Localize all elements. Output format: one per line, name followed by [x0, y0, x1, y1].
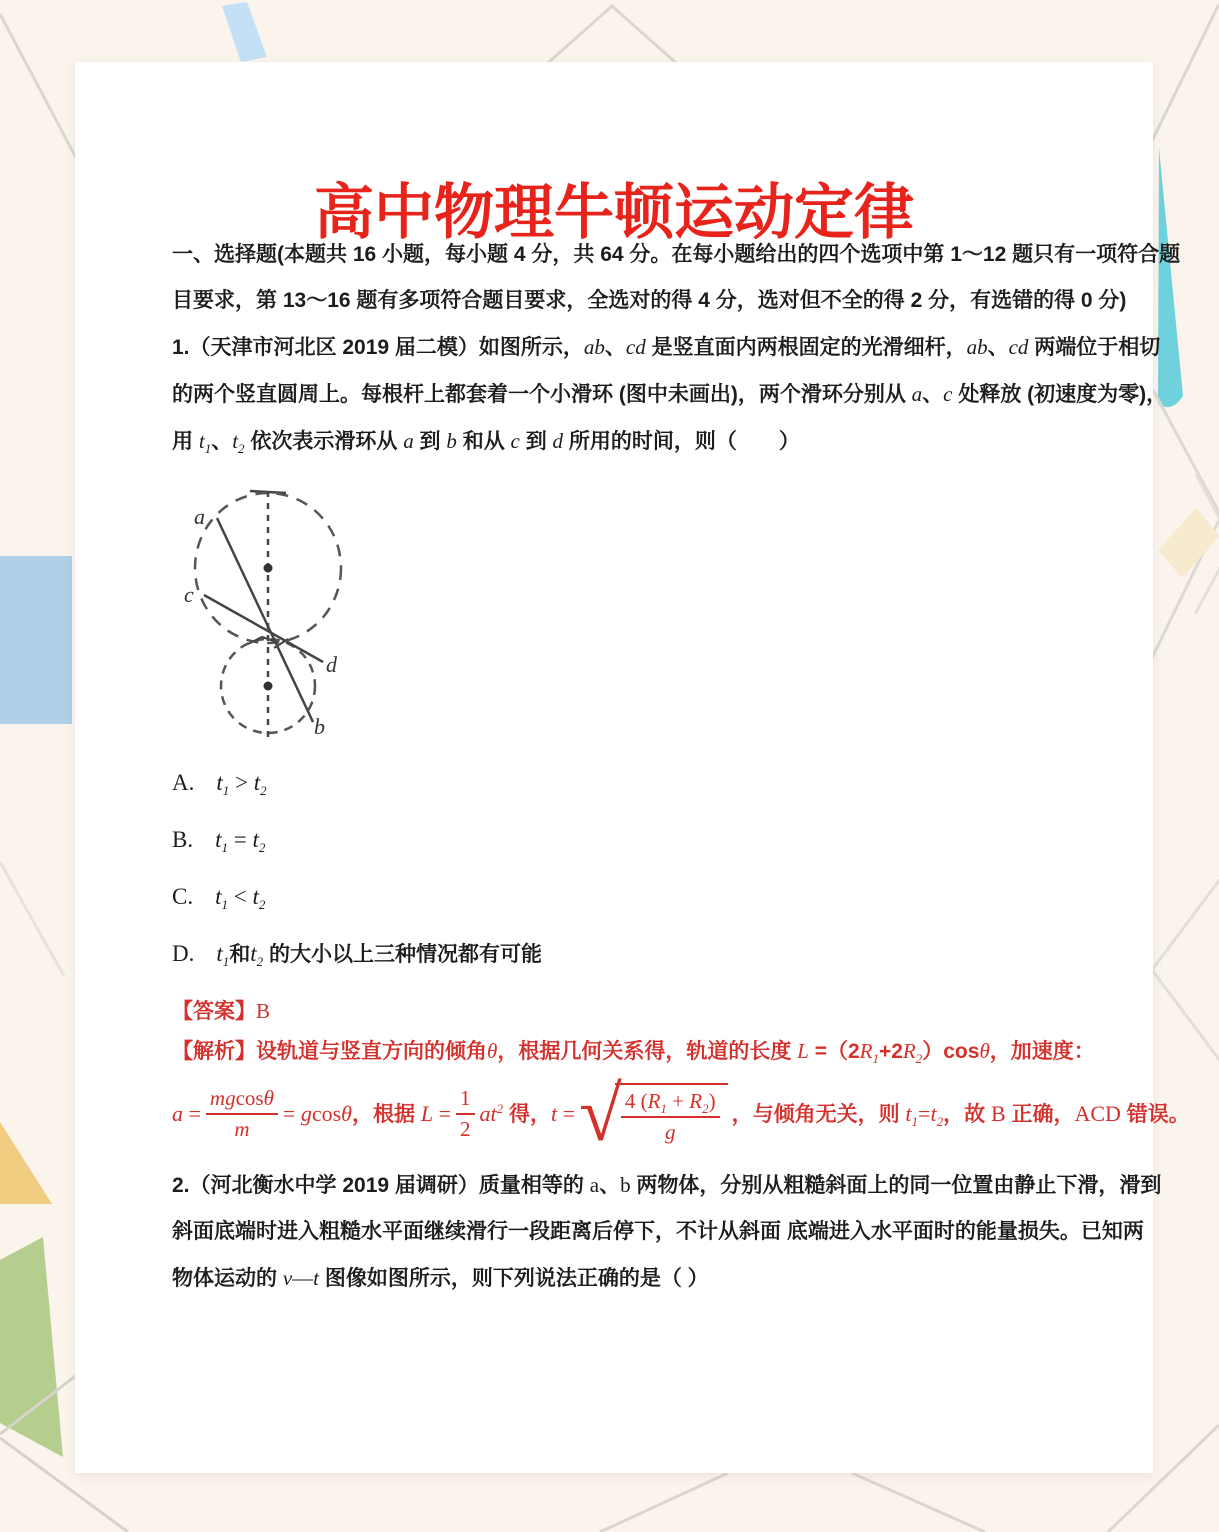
- option-d-label: D.: [172, 941, 195, 966]
- deco-triangle-top: [540, 6, 684, 70]
- formula-mid-2: $at^2$ 得，t =: [479, 1101, 576, 1127]
- option-b-text: $t_1 = t_2$: [215, 827, 266, 856]
- formula-fraction-2: [456, 1086, 475, 1142]
- question-1-text: [172, 324, 1167, 465]
- page-title: 高中物理牛顿运动定律: [314, 179, 914, 247]
- question-2-line-2: 斜面底端时进入粗糙水平面继续滑行一段距离后停下，不计从斜面 底端进入水平面时的能量损失。已知两: [172, 1220, 1144, 1243]
- fraction-2-denominator: 2: [460, 1117, 471, 1142]
- question-1-line-3: 用 $t_1$、$t_2$ 依次表示滑环从 a 到 b 和从 c 到 d 所用的时间，则（ ）: [172, 429, 800, 457]
- question-2-line-1: 2.（河北衡水中学 2019 届调研）质量相等的 a、b 两物体，分别从粗糙斜面上的同一位置由静止下滑，滑到: [172, 1173, 1162, 1197]
- fraction-1-denominator: m: [234, 1117, 250, 1142]
- formula-tail: ，与倾角无关，则 $t_1=t_2$，故 B 正确，ACD 错误。: [731, 1101, 1190, 1130]
- deco-sand-triangle: [0, 1122, 52, 1204]
- figure-top-center-dot: [264, 564, 273, 573]
- figure-label-c: c: [184, 582, 194, 607]
- figure-label-d: d: [326, 652, 337, 677]
- question-1-option-b: [172, 817, 265, 864]
- option-c-text: $t_1 < t_2$: [215, 884, 266, 913]
- question-1-figure: [180, 478, 415, 758]
- deco-blue-parallelogram: [222, 2, 267, 62]
- formula-fraction-1: [206, 1086, 278, 1142]
- question-1-line-2: 的两个竖直圆周上。每根杆上都套着一个小滑环 (图中未画出)，两个滑环分别从 a、c 处释放 (初速度为零)，: [172, 382, 1168, 406]
- question-1-line-1: 1.（天津市河北区 2019 届二模）如图所示，ab、cd 是竖直面内两根固定的光滑细杆，ab、cd 两端位于相切: [172, 335, 1161, 359]
- option-a-text: $t_1 > t_2$: [216, 770, 267, 799]
- deco-line-bottom-v1: [600, 1473, 728, 1532]
- document-page: [75, 62, 1190, 1473]
- fraction-2-numerator: 1: [456, 1086, 475, 1115]
- section-instructions: [172, 232, 1180, 324]
- formula-square-root: [579, 1070, 728, 1157]
- instructions-line-2: 目要求，第 13～16 题有多项符合题目要求，全选对的得 4 分，选对但不全的得 2 分，有选错的得 0 分): [172, 289, 1127, 312]
- question-1-option-c: [172, 874, 265, 921]
- option-a-label: A.: [172, 770, 195, 795]
- question-2-text: [172, 1162, 1161, 1302]
- option-d-text: $t_1$和$t_2$ 的大小以上三种情况都有可能: [216, 941, 542, 970]
- question-2-line-3: 物体运动的 v—t 图像如图所示，则下列说法正确的是（ ）: [172, 1266, 709, 1290]
- question-1-option-d: [172, 931, 542, 978]
- instructions-line-1: 一、选择题(本题共 16 小题，每小题 4 分，共 64 分。在每小题给出的四个选项中第 1～12 题只有一项符合题: [172, 243, 1181, 266]
- formula-lead: a =: [172, 1101, 201, 1127]
- question-1-analysis: [172, 1028, 1095, 1075]
- deco-blue-square: [0, 556, 72, 724]
- deco-chevron-right-mid: [1152, 878, 1219, 1062]
- answer-line: 【答案】B: [172, 999, 271, 1023]
- figure-rod-cd: [204, 595, 323, 662]
- fraction-1-numerator: mgcosθ: [206, 1086, 278, 1115]
- fraction-3-denominator: g: [664, 1120, 676, 1145]
- figure-bottom-center-dot: [264, 682, 273, 691]
- analysis-line: 【解析】设轨道与竖直方向的倾角θ，根据几何关系得，轨道的长度 $L =(2R_1+2R_2)\cos\theta$，加速度：: [172, 1039, 1095, 1067]
- deco-green-polygon: [0, 1237, 63, 1457]
- question-1-analysis-formula: [172, 1070, 1190, 1157]
- figure-label-a: a: [194, 504, 205, 529]
- option-c-label: C.: [172, 884, 194, 909]
- deco-yellow-strip: [1158, 508, 1219, 578]
- deco-line-bottom-v2: [852, 1473, 985, 1532]
- formula-mid-1: = gcosθ，根据 L =: [282, 1101, 451, 1127]
- figure-rod-ab: [217, 518, 313, 722]
- option-b-label: B.: [172, 827, 194, 852]
- question-1-option-a: [172, 760, 267, 807]
- figure-label-b: b: [314, 714, 325, 739]
- fraction-3-numerator: 4 $(R_1 + R_2)$: [621, 1089, 720, 1118]
- formula-fraction-3: [621, 1089, 720, 1145]
- deco-line-left-mid: [0, 862, 64, 976]
- radical-sign: √: [579, 1070, 622, 1157]
